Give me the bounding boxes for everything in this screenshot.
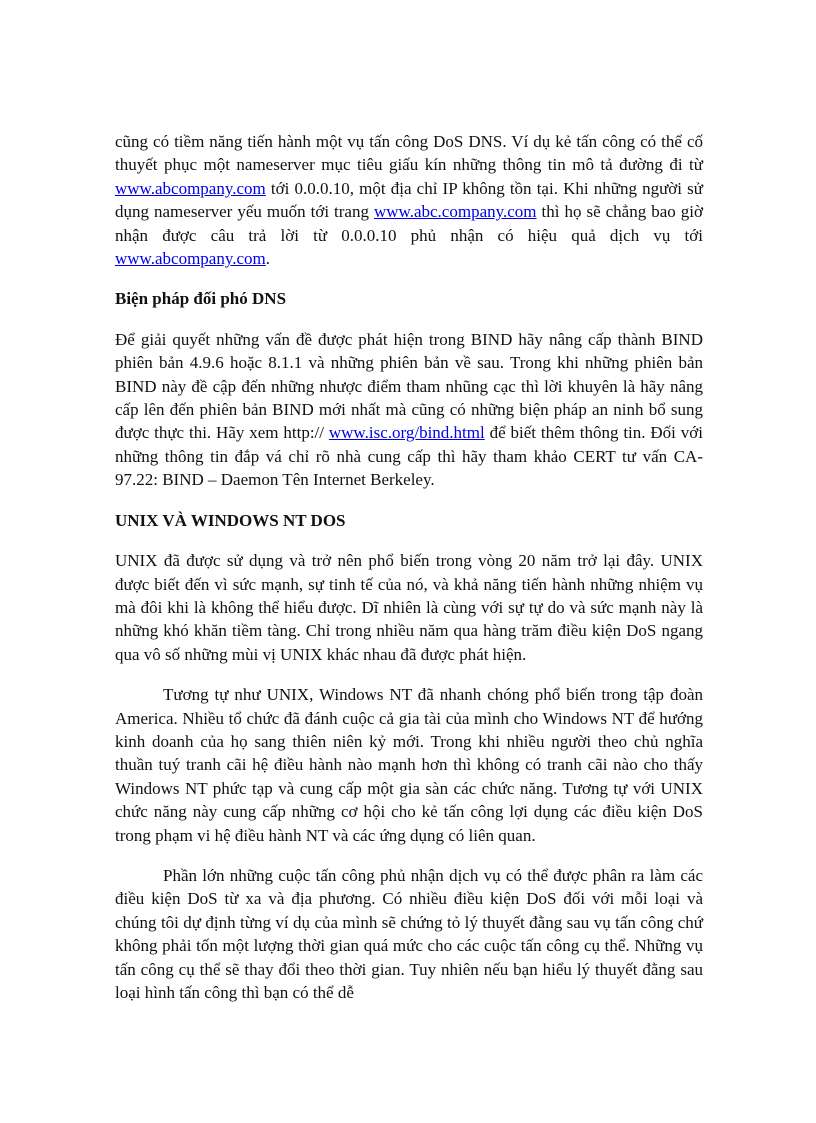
document-page [115, 130, 703, 1004]
heading-dns-countermeasures: Biện pháp đối phó DNS [115, 289, 287, 309]
heading-unix-windows-nt-dos: UNIX VÀ WINDOWS NT DOS [115, 510, 346, 530]
paragraph-windows-nt: Tương tự như UNIX, Windows NT đã nhanh chóng phổ biến trong tập đoàn America. Nhiều tổ chức đã đánh cuộc cả gia tài của mình cho Windows NT để hướng kinh doanh của họ sang thiên niên kỷ mới. Trong khi nhiều người theo chủ nghĩa thuần tuý tranh cãi hệ điều hành nào mạnh hơn thì không có tranh cãi nào cho thấy Windows NT phức tạp và cung cấp một gia sàn các chức năng. Tương tự với UNIX chức năng này cung cấp những cơ hội cho kẻ tấn công lợi dụng các điều kiện DoS trong phạm vi hệ điều hành NT và các ứng dụng có liên quan. [115, 685, 703, 845]
paragraph-dns-attack: cũng có tiềm năng tiến hành một vụ tấn công DoS DNS. Ví dụ kẻ tấn công có thể cố thuyết phục một nameserver mục tiêu giấu kín những thông tin mô tả đường đi từ www.abcompany.com tới 0.0.0.10, một địa chỉ IP không tồn tại. Khi những người sử dụng nameserver yếu muốn tới trang www.abc.company.com thì họ sẽ chẳng bao giờ nhận được câu trả lời từ 0.0.0.10 phủ nhận có hiệu quả dịch vụ tới www.abcompany.com. [115, 132, 703, 269]
link-abc-company[interactable]: www.abc.company.com [373, 202, 537, 222]
link-abcompany[interactable]: www.abcompany.com [115, 178, 266, 198]
paragraph-dos-types: Phần lớn những cuộc tấn công phủ nhận dịch vụ có thể được phân ra làm các điều kiện DoS từ xa và địa phương. Có nhiều điều kiện DoS đối với mỗi loại và chúng tôi dự định từng ví dụ của mình sẽ chứng tỏ lý thuyết đằng sau vụ tấn công chứ không phải tốn một lượng thời gian quá mức cho các cuộc tấn công cụ thể. Những vụ tấn công cụ thể sẽ thay đổi theo thời gian. Tuy nhiên nếu bạn hiểu lý thuyết đằng sau loại hình tấn công thì bạn có thể dễ [115, 865, 703, 1002]
link-abcompany-2[interactable]: www.abcompany.com [115, 249, 266, 269]
paragraph-bind-upgrade: Để giải quyết những vấn đề được phát hiện trong BIND hãy nâng cấp thành BIND phiên bản 4.9.6 hoặc 8.1.1 và những phiên bản về sau. Trong khi những phiên bản BIND này đề cập đến những nhược điểm tham nhũng cạc thì lời khuyên là hãy nâng cấp lên đến phiên bản BIND mới nhất mà cũng có những biện pháp an ninh bổ sung được thực thi. Hãy xem http:// www.isc.org/bind.html để biết thêm thông tin. Đối với những thông tin đắp vá chỉ rõ nhà cung cấp thì hãy tham khảo CERT tư vấn CA-97.22: BIND – Daemon Tên Internet Berkeley. [115, 329, 703, 490]
paragraph-unix: UNIX đã được sử dụng và trở nên phổ biến trong vòng 20 năm trở lại đây. UNIX được biết đến vì sức mạnh, sự tinh tế của nó, và khả năng tiến hành những nhiệm vụ mà đôi khi là không thể hiểu được. Dĩ nhiên là cùng với sự tự do và sức mạnh này là những khó khăn tiềm tàng. Chỉ trong nhiều năm qua hàng trăm điều kiện DoS ngang qua vô số những mùi vị UNIX khác nhau đã được phát hiện. [115, 551, 703, 664]
link-isc-bind[interactable]: www.isc.org/bind.html [328, 423, 485, 443]
